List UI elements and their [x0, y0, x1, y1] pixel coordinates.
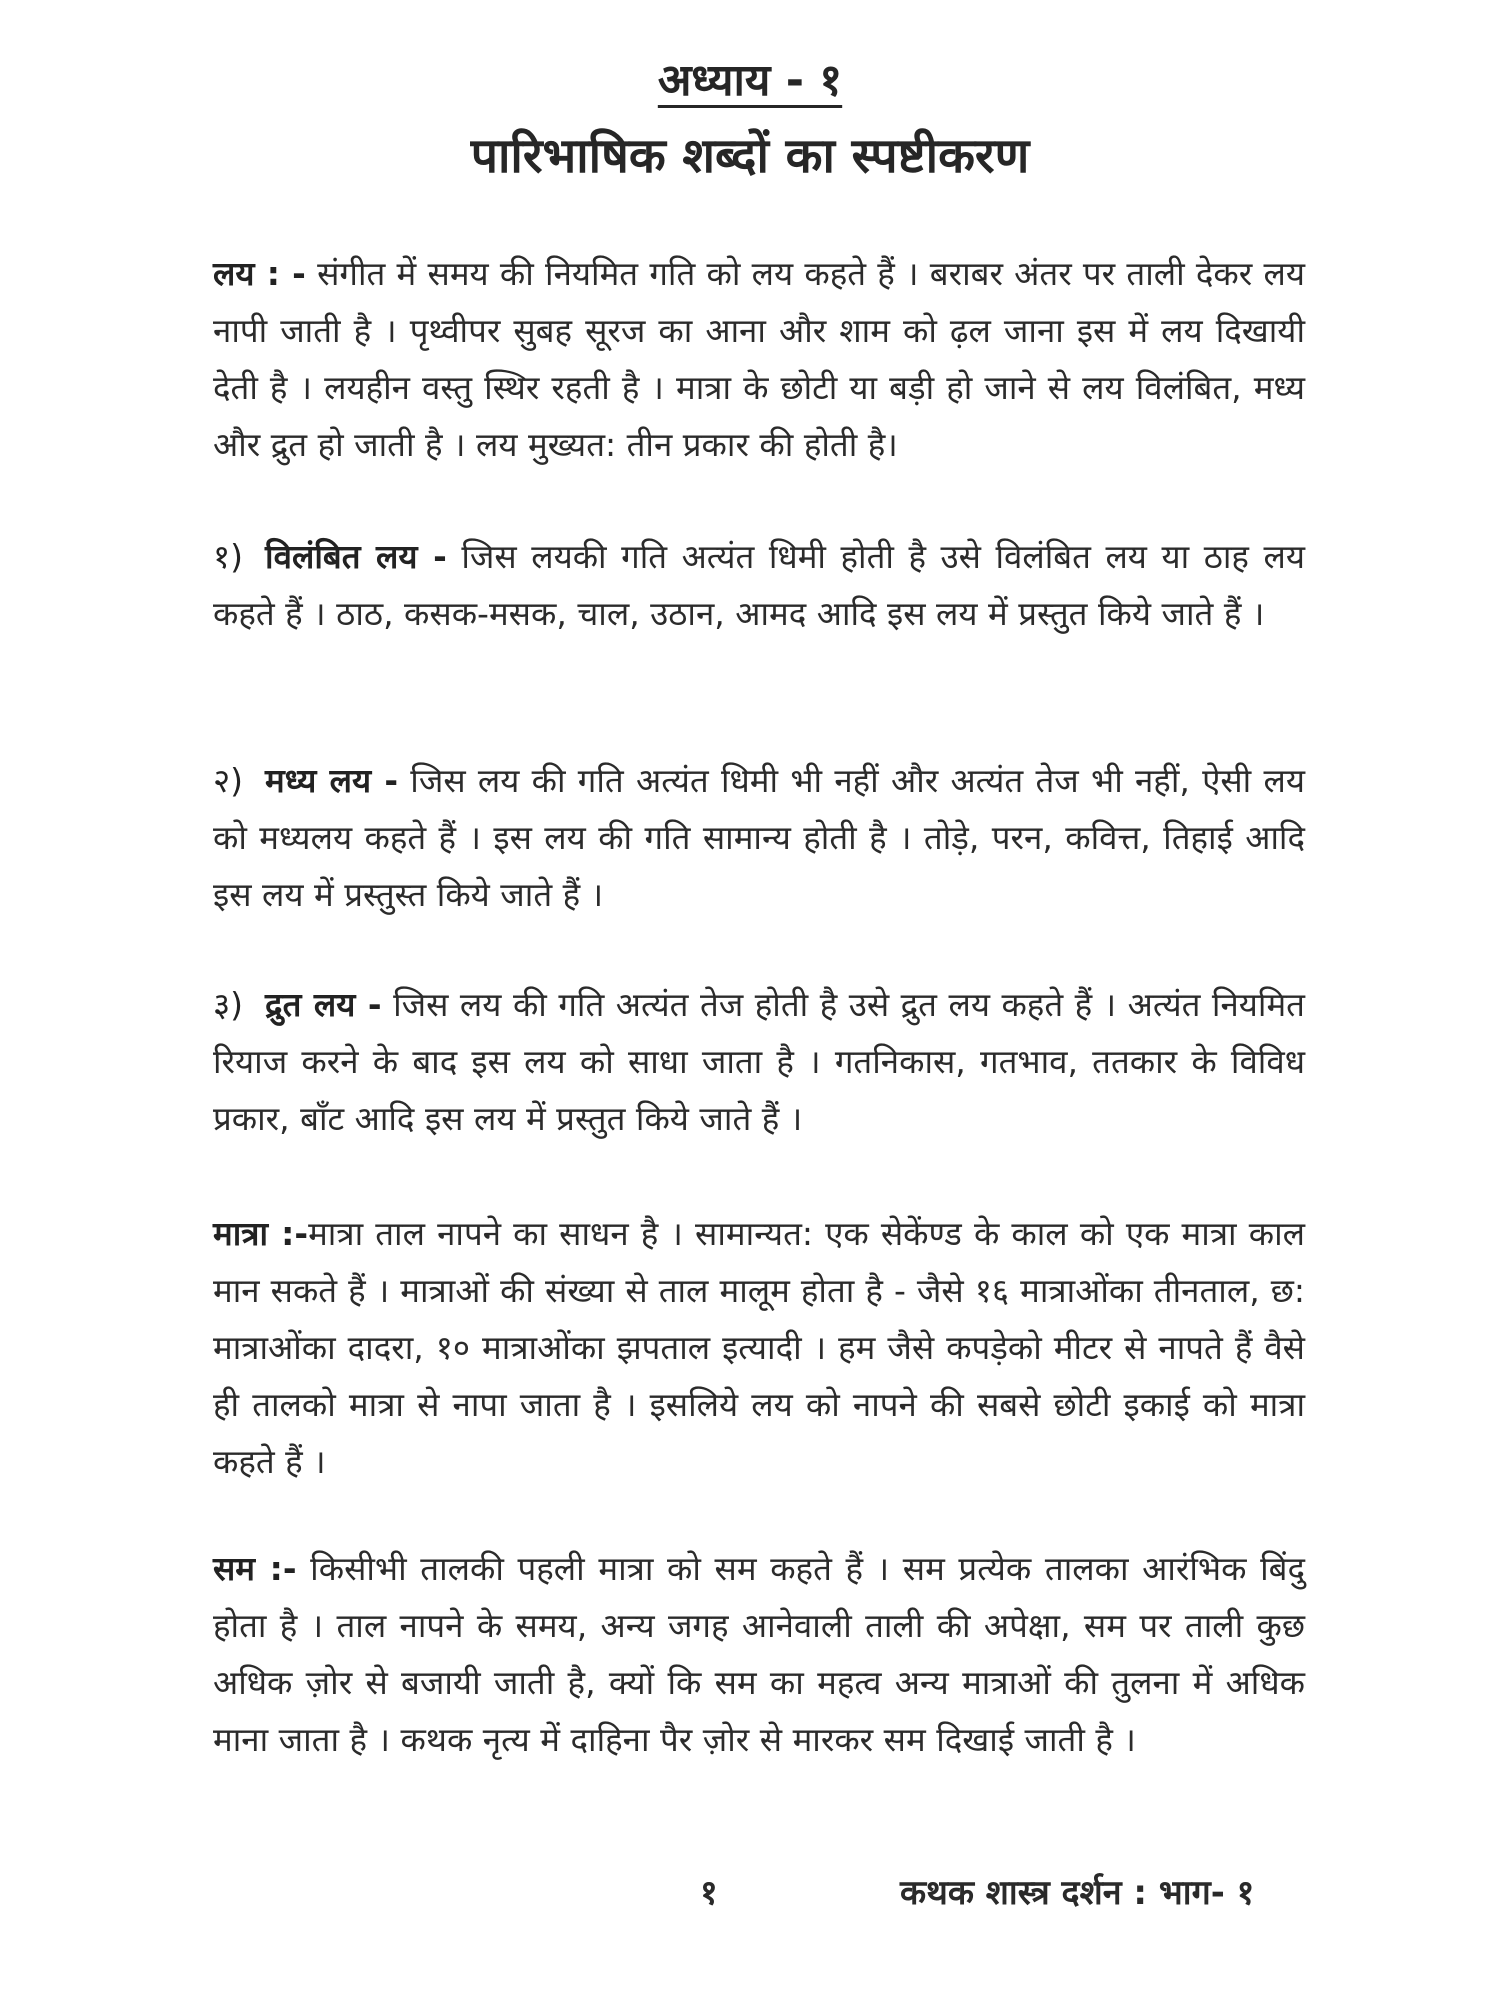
- paragraph-text: किसीभी तालकी पहली मात्रा को सम कहते हैं । सम प्रत्येक तालका आरंभिक बिंदु होता है । ताल नापने के समय, अन्य जगह आनेवाली ताली की अपेक्षा, सम पर ताली कुछ अधिक ज़ोर से बजायी जाती है, क्यों कि सम का महत्व अन्य मात्राओं की तुलना में अधिक माना जाता है । कथक नृत्य में दाहिना पैर ज़ोर से मारकर सम दिखाई जाती है ।: [213, 1549, 1305, 1759]
- paragraph-vilambit-laya: [213, 528, 1305, 642]
- paragraph-sam: [213, 1540, 1305, 1768]
- item-number: २): [213, 761, 244, 800]
- paragraph-text: मात्रा ताल नापने का साधन है । सामान्यत: एक सेकेंण्ड के काल को एक मात्रा काल मान सकते हैं । मात्राओं की संख्या से ताल मालूम होता है - जैसे १६ मात्राओंका तीनताल, छ: मात्राओंका दादरा, १० मात्राओंका झपताल इत्यादी । हम जैसे कपड़ेको मीटर से नापते हैं वैसे ही तालको मात्रा से नापा जाता है । इसलिये लय को नापने की सबसे छोटी इकाई को मात्रा कहते हैं ।: [213, 1214, 1305, 1481]
- term-matra: मात्रा :-: [213, 1214, 309, 1253]
- paragraph-madhya-laya: [213, 752, 1305, 923]
- book-title-footer: कथक शास्त्र दर्शन : भाग- १: [900, 1873, 1255, 1913]
- paragraph-laya: [213, 245, 1305, 473]
- paragraph-text: जिस लय की गति अत्यंत तेज होती है उसे द्रुत लय कहते हैं । अत्यंत नियमित रियाज करने के बाद इस लय को साधा जाता है । गतनिकास, गतभाव, ततकार के विविध प्रकार, बाँट आदि इस लय में प्रस्तुत किये जाते हैं ।: [213, 985, 1305, 1138]
- term-laya: लय : -: [213, 254, 306, 293]
- term-vilambit-laya: विलंबित लय -: [265, 537, 447, 576]
- page-number: १: [700, 1873, 718, 1913]
- item-number: ३): [213, 985, 244, 1024]
- term-sam: सम :-: [213, 1549, 297, 1588]
- item-number: १): [213, 537, 244, 576]
- chapter-heading: अध्याय - १: [657, 55, 843, 106]
- paragraph-drut-laya: [213, 976, 1305, 1147]
- term-madhya-laya: मध्य लय -: [265, 761, 399, 800]
- paragraph-matra: [213, 1205, 1305, 1490]
- term-drut-laya: द्रुत लय -: [265, 985, 382, 1024]
- paragraph-text: संगीत में समय की नियमित गति को लय कहते हैं । बराबर अंतर पर ताली देकर लय नापी जाती है । पृथ्वीपर सुबह सूरज का आना और शाम को ढ़ल जाना इस में लय दिखायी देती है । लयहीन वस्तु स्थिर रहती है । मात्रा के छोटी या बड़ी हो जाने से लय विलंबित, मध्य और द्रुत हो जाती है । लय मुख्यत: तीन प्रकार की होती है।: [213, 254, 1305, 464]
- paragraph-text: जिस लय की गति अत्यंत धिमी भी नहीं और अत्यंत तेज भी नहीं, ऐसी लय को मध्यलय कहते हैं । इस लय की गति सामान्य होती है । तोड़े, परन, कवित्त, तिहाई आदि इस लय में प्रस्तुस्त किये जाते हैं ।: [213, 761, 1305, 914]
- paragraph-text: जिस लयकी गति अत्यंत धिमी होती है उसे विलंबित लय या ठाह लय कहते हैं । ठाठ, कसक-मसक, चाल, उठान, आमद आदि इस लय में प्रस्तुत किये जाते हैं ।: [213, 537, 1305, 633]
- chapter-title: पारिभाषिक शब्दों का स्पष्टीकरण: [470, 128, 1030, 184]
